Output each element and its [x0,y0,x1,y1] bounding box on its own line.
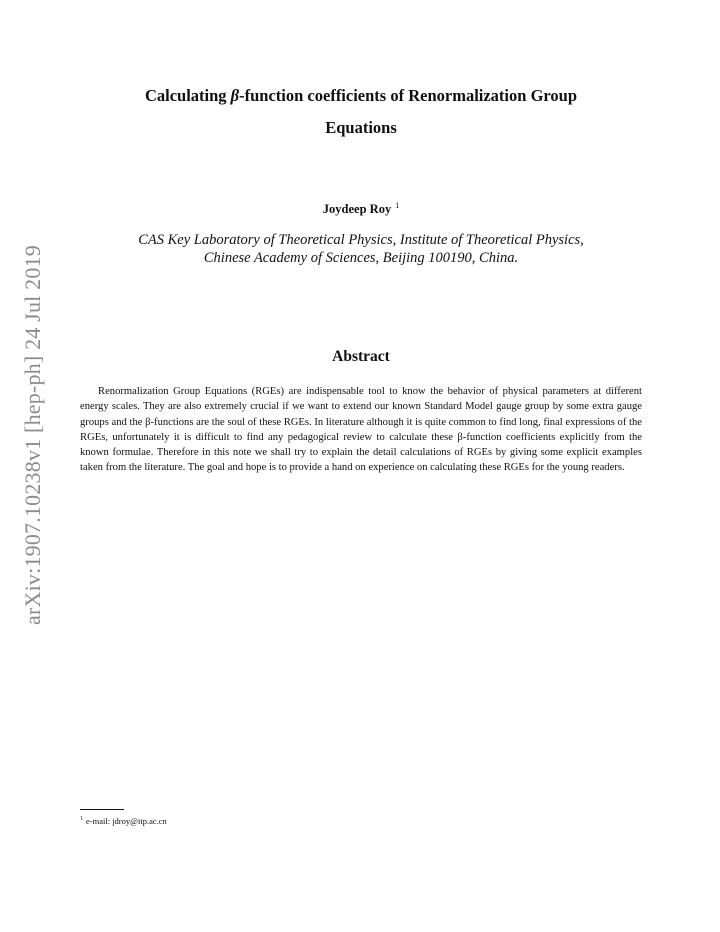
paper-title [80,80,642,144]
footnote-email: e-mail: jdroy@itp.ac.cn [86,816,167,826]
title-suffix: -function coefficients of Renormalization Group [239,86,578,105]
title-prefix: Calculating [144,86,231,105]
affiliation-line-1: CAS Key Laboratory of Theoretical Physics, Institute of Theoretical Physics, [138,232,584,248]
title-beta-symbol: β [230,86,240,105]
footnote-rule [80,809,124,810]
affiliation-line-2: Chinese Academy of Sciences, Beijing 100190, China. [203,250,519,266]
author-footnote-mark: 1 [395,201,400,210]
abstract-body: Renormalization Group Equations (RGEs) are indispensable tool to know the behavior of physical parameters at different energy scales. They are also extremely crucial if we want to extend our known Standard Model gauge group by some extra gauge groups and the β-functions are the soul of these RGEs. In literature although it is quite common to find long, final expressions of the RGEs, unfortunately it is difficult to find any pedagogical review to calculate these β-function coefficients explicitly from the known formulae. Therefore in this note we shall try to explain the detail calculations of RGEs by giving some explicit examples taken from the literature. The goal and hope is to provide a hand on experience on calculating these RGEs for the young readers. [80,386,642,474]
footnote [80,816,167,826]
author [80,201,642,217]
affiliation [80,231,642,267]
abstract-heading: Abstract [332,348,390,365]
arxiv-identifier: arXiv:1907.10238v1 [hep-ph] 24 Jul 2019 [20,245,45,625]
title-line-1 [80,80,642,112]
author-name: Joydeep Roy [322,202,392,217]
footnote-mark: 1 [80,816,83,823]
title-line-2: Equations [325,118,397,137]
